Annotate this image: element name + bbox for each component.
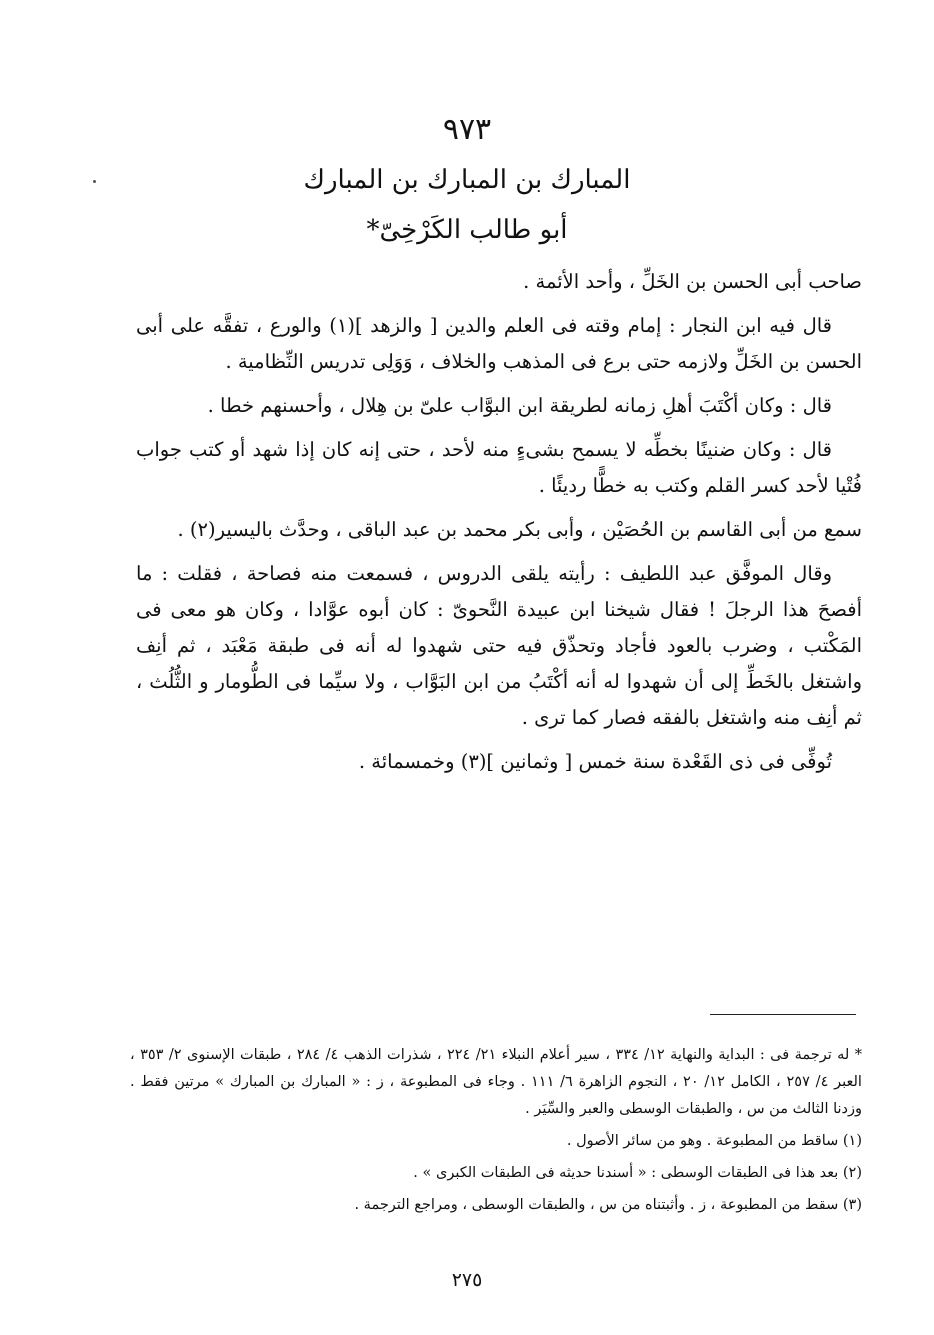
footnote-divider [710, 1014, 856, 1015]
entry-title: المبارك بن المبارك بن المبارك [303, 165, 631, 195]
paragraph: صاحب أبى الحسن بن الخَلِّ ، وأحد الأئمة . [523, 270, 862, 293]
footnote-item: * له ترجمة فى : البداية والنهاية ١٢/ ٣٣٤ ، سير أعلام النبلاء ٢١/ ٢٢٤ ، شذرات الذهب ٤/ ٢٨٤ ، طبقات الإسنوى ٢/ ٣٥٣ ، العبر ٤/ ٢٥٧ ، الكامل ١٢/ ٢٠ ، النجوم الزاهرة ٦/ ١١١ . وجاء فى المطبوعة ، ز : « المبارك بن المبارك » مرتين فقط . وزدنا الثالث من س ، والطبقات الوسطى والعبر والسِّيَر . [130, 1047, 863, 1117]
entry-kunya: أبو طالب الكَرْخِىّ* [366, 215, 568, 245]
page-number: ٢٧٥ [451, 1269, 483, 1291]
footnote-item: (٣) سقط من المطبوعة ، ز . وأثبتناه من س ، والطبقات الوسطى ، ومراجع الترجمة . [354, 1197, 862, 1213]
footnote-item: (١) ساقط من المطبوعة . وهو من سائر الأصول . [566, 1133, 862, 1149]
entry-number: ٩٧٣ [442, 112, 492, 147]
paragraph: قال : وكان أكْتَبَ أهلِ زمانه لطريقة ابن البوَّاب علىّ بن هِلال ، وأحسنهم خطا . [207, 394, 832, 417]
footnotes [130, 1042, 862, 1224]
main-text [136, 264, 862, 788]
paragraph: وقال الموفَّق عبد اللطيف : رأيته يلقى الدروس ، فسمعت منه فصاحة ، فقلت : ما أفصحَ هذا الرجلَ ! فقال شيخنا ابن عبيدة النَّحوىّ : كان أبوه عوَّادا ، وكان هو معى فى المَكْتب ، وضرب بالعود فأجاد وتحذّق فيه حتى شهدوا له أنه فى طبقة مَعْبَد ، ثم أنِف واشتغل بالخَطِّ إلى أن شهدوا له أنه أكْتَبُ من ابن البَوَّاب ، ولا سيِّما فى الطُّومار و الثُّلُث ، ثم أنِف منه واشتغل بالفقه فصار كما ترى . [136, 562, 862, 729]
paragraph: قال فيه ابن النجار : إمام وقته فى العلم والدين [ والزهد ](١) والورع ، تفقَّه على أبى الحسن بن الخَلِّ ولازمه حتى برع فى المذهب والخلاف ، وَوَلِى تدريس النِّظامية . [136, 314, 862, 373]
paragraph: قال : وكان ضنينًا بخطِّه لا يسمح بشىءٍ منه لأحد ، حتى إنه كان إذا شهد أو كتب جواب فُتْيا لأحد كسر القلم وكتب به خطًّا رديئًا . [136, 438, 862, 497]
paragraph: سمع من أبى القاسم بن الحُصَيْن ، وأبى بكر محمد بن عبد الباقى ، وحدَّث باليسير(٢) . [177, 518, 862, 541]
paragraph: تُوفِّى فى ذى القَعْدة سنة خمس [ وثمانين ](٣) وخمسمائة . [358, 750, 832, 773]
footnote-item: (٢) بعد هذا فى الطبقات الوسطى : « أسندنا حديثه فى الطبقات الكبرى » . [413, 1165, 862, 1181]
